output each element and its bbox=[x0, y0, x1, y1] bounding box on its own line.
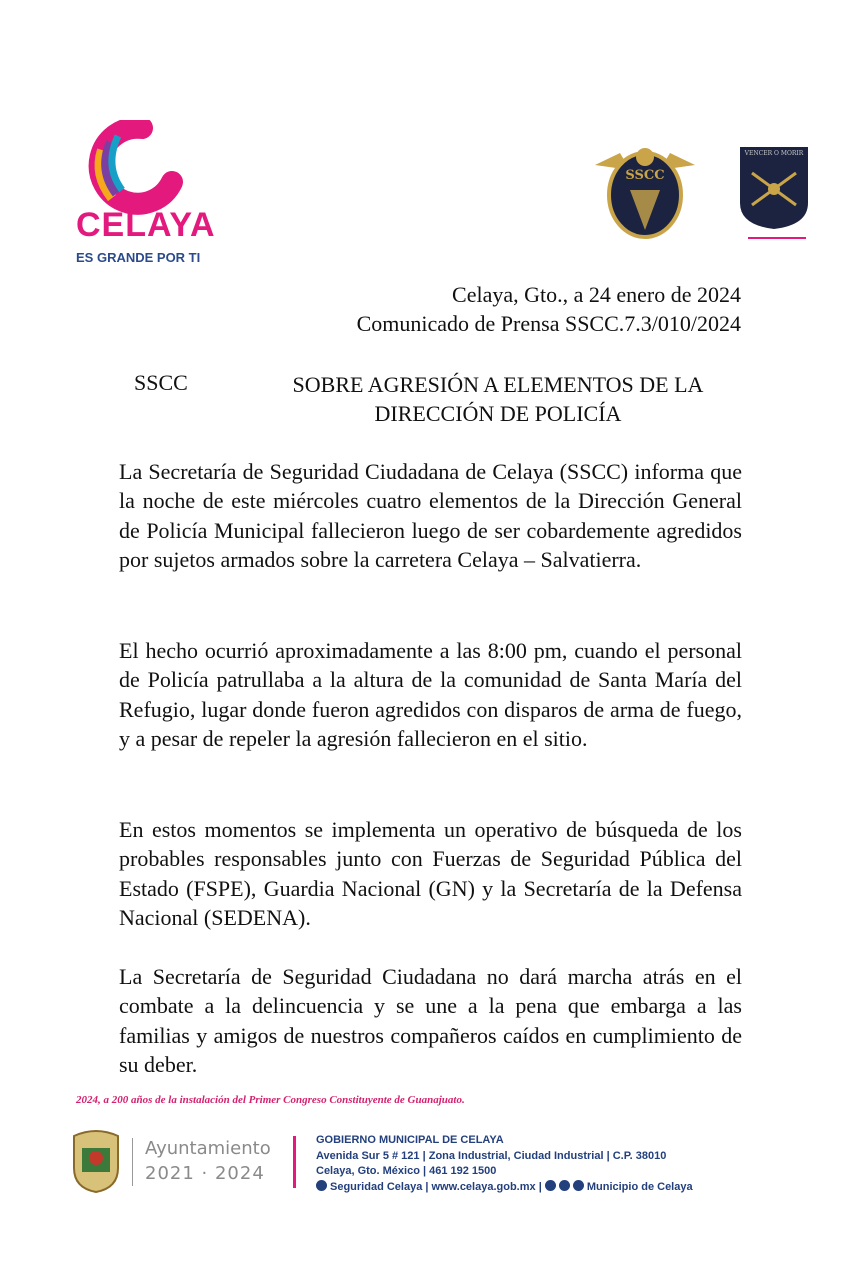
body-paragraph: La Secretaría de Seguridad Ciudadana no dará marcha atrás en el combate a la delincuencia y se une a la pena que embarga a las familias y amigos de nuestros compañeros caídos en cumplimiento de su deber. bbox=[119, 964, 742, 1077]
administration-years: 2021 · 2024 bbox=[145, 1163, 265, 1184]
press-release-number: Comunicado de Prensa SSCC.7.3/010/2024 bbox=[356, 311, 741, 336]
headline-tag: SSCC bbox=[134, 370, 188, 395]
body-paragraph: En estos momentos se implementa un operativo de búsqueda de los probables responsables junto con Fuerzas de Seguridad Pública del Estado (FSPE), Guardia Nacional (GN) y la Secretaría de la Defensa Nacional (SEDENA). bbox=[119, 817, 742, 930]
celaya-c-logo bbox=[72, 120, 217, 270]
facebook-icon bbox=[316, 1180, 327, 1191]
footer-accent-divider bbox=[293, 1136, 296, 1188]
address-line: Avenida Sur 5 # 121 | Zona Industrial, Ciudad Industrial | C.P. 38010 bbox=[316, 1150, 667, 1162]
headline-title: SOBRE AGRESIÓN A ELEMENTOS DE LA DIRECCIÓN DE POLICÍA bbox=[292, 372, 704, 426]
body-paragraph: El hecho ocurrió aproximadamente a las 8:00 pm, cuando el personal de Policía patrullaba a la altura de la comunidad de Santa María del Refugio, lugar donde fueron agredidos con disparos de arma de fuego, y a pesar de repeler la agresión fallecieron en el sitio. bbox=[119, 638, 742, 751]
facebook-icon bbox=[545, 1180, 556, 1191]
badge-motto: VENCER O MORIR bbox=[744, 150, 804, 157]
social-left-text: Seguridad Celaya | www.celaya.gob.mx | bbox=[330, 1181, 542, 1193]
social-line bbox=[316, 1180, 693, 1193]
social-right-text: Municipio de Celaya bbox=[586, 1181, 693, 1193]
sscc-eagle-badge-icon bbox=[590, 135, 700, 245]
date-line: Celaya, Gto., a 24 enero de 2024 bbox=[452, 282, 741, 307]
ayuntamiento-label: Ayuntamiento bbox=[145, 1138, 271, 1159]
footer-divider bbox=[132, 1138, 133, 1186]
body-paragraph: La Secretaría de Seguridad Ciudadana de Celaya (SSCC) informa que la noche de este miércoles cuatro elementos de la Dirección General de Policía Municipal fallecieron luego de ser cobardemente agredidos por sujetos armados sobre la carretera Celaya – Salvatierra. bbox=[119, 459, 742, 572]
government-name: GOBIERNO MUNICIPAL DE CELAYA bbox=[316, 1134, 504, 1146]
instagram-icon bbox=[573, 1180, 584, 1191]
celaya-wordmark: CELAYA bbox=[76, 206, 216, 244]
municipal-crest-icon bbox=[68, 1128, 124, 1194]
twitter-icon bbox=[559, 1180, 570, 1191]
celaya-tagline: ES GRANDE POR TI bbox=[76, 250, 201, 265]
city-phone-line: Celaya, Gto. México | 461 192 1500 bbox=[316, 1165, 497, 1177]
sscc-badge-text: SSCC bbox=[625, 168, 665, 183]
anniversary-legend: 2024, a 200 años de la instalación del Primer Congreso Constituyente de Guanajuato. bbox=[76, 1094, 465, 1106]
vencer-o-morir-shield-icon bbox=[738, 143, 810, 243]
